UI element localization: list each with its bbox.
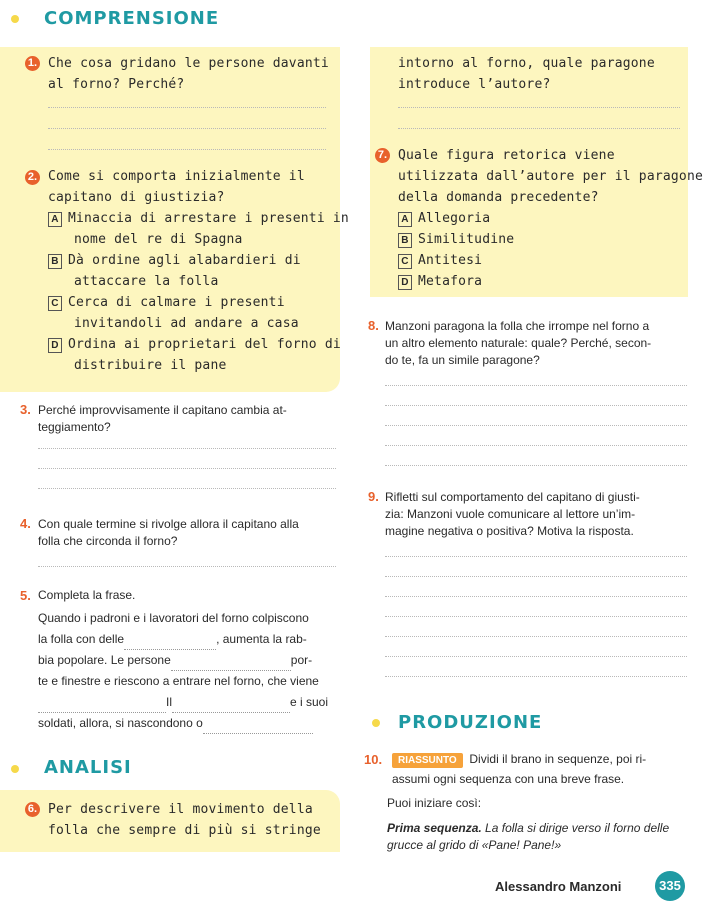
- option-letter: D: [398, 275, 412, 290]
- answer-line[interactable]: [385, 385, 687, 386]
- fill-blank[interactable]: [203, 721, 313, 734]
- question-10: RIASSUNTO Dividi il brano in sequenze, poi ri- assumi ogni sequenza con una breve frase.: [392, 752, 647, 786]
- question-7-options: [398, 208, 514, 292]
- question-1-number: 1.: [25, 56, 40, 71]
- answer-line[interactable]: [385, 576, 687, 577]
- question-9: Rifletti sul comportamento del capitano di giusti- zia: Manzoni vuole comunicare al lettore un’im- magine negativa o positiva? Motiva la risposta.: [385, 490, 640, 538]
- answer-line[interactable]: [48, 149, 326, 150]
- option-letter: B: [48, 254, 62, 269]
- answer-line[interactable]: [38, 488, 336, 489]
- question-8: Manzoni paragona la folla che irrompe nel forno a un altro elemento naturale: quale? Perché, secon- do te, fa un simile paragone?: [385, 319, 652, 367]
- page-number: 335: [655, 871, 685, 901]
- fill-blank[interactable]: [172, 700, 290, 713]
- answer-line[interactable]: [385, 465, 687, 466]
- riassunto-badge: RIASSUNTO: [392, 753, 463, 768]
- answer-line[interactable]: [38, 448, 336, 449]
- question-10-start: Puoi iniziare così:: [387, 796, 482, 810]
- option-letter: D: [48, 338, 62, 353]
- question-10-number: 10.: [364, 752, 383, 767]
- answer-line[interactable]: [385, 425, 687, 426]
- option-b[interactable]: B Similitudine: [398, 229, 514, 250]
- answer-line[interactable]: [385, 616, 687, 617]
- question-9-number: 9.: [368, 489, 379, 504]
- answer-line[interactable]: [38, 566, 336, 567]
- question-4-number: 4.: [20, 516, 31, 531]
- option-letter: A: [48, 212, 62, 227]
- question-next-1: intorno al forno, quale paragone introduce l’autore?: [398, 56, 655, 92]
- answer-line[interactable]: [38, 468, 336, 469]
- option-b[interactable]: B Dà ordine agli alabardieri di attaccare la folla: [48, 250, 349, 292]
- answer-line[interactable]: [398, 107, 680, 108]
- answer-line[interactable]: [398, 128, 680, 129]
- answer-line[interactable]: [385, 445, 687, 446]
- option-letter: A: [398, 212, 412, 227]
- option-a[interactable]: A Allegoria: [398, 208, 514, 229]
- answer-line[interactable]: [385, 656, 687, 657]
- option-letter: C: [48, 296, 62, 311]
- question-1: Che cosa gridano le persone davanti al forno? Perché?: [48, 56, 329, 92]
- question-6-number: 6.: [25, 802, 40, 817]
- question-7-number: 7.: [375, 148, 390, 163]
- answer-line[interactable]: [385, 556, 687, 557]
- section-title-comprensione: COMPRENSIONE: [44, 8, 220, 29]
- question-3-number: 3.: [20, 402, 31, 417]
- answer-line[interactable]: [385, 636, 687, 637]
- option-letter: B: [398, 233, 412, 248]
- option-letter: C: [398, 254, 412, 269]
- section-bullet-icon: [11, 765, 19, 773]
- option-a[interactable]: A Minaccia di arrestare i presenti in nome del re di Spagna: [48, 208, 349, 250]
- fill-blank[interactable]: [124, 637, 216, 650]
- answer-line[interactable]: [385, 676, 687, 677]
- section-bullet-icon: [11, 15, 19, 23]
- answer-line[interactable]: [48, 107, 326, 108]
- section-bullet-icon: [372, 719, 380, 727]
- question-3: Perché improvvisamente il capitano cambia at- teggiamento?: [38, 403, 287, 434]
- question-5-sentence: Quando i padroni e i lavoratori del forno colpiscono la folla con delle , aumenta la rab- bia popolare. Le persone por- te e finestre e riescono a entrare nel forno, che viene Il e i suoi soldati, allora, si nascondono o: [38, 608, 338, 734]
- fill-blank[interactable]: [171, 658, 291, 671]
- option-c[interactable]: C Antitesi: [398, 250, 514, 271]
- section-title-analisi: ANALISI: [44, 757, 132, 778]
- question-5-number: 5.: [20, 588, 31, 603]
- answer-line[interactable]: [385, 596, 687, 597]
- question-10-example: Prima sequenza. La folla si dirige verso il forno delle grucce al grido di «Pane! Pane!»: [387, 821, 670, 852]
- question-5-title: Completa la frase.: [38, 588, 136, 602]
- answer-line[interactable]: [48, 128, 326, 129]
- question-8-number: 8.: [368, 318, 379, 333]
- option-d[interactable]: D Ordina ai proprietari del forno di distribuire il pane: [48, 334, 349, 376]
- question-2: Come si comporta inizialmente il capitano di giustizia?: [48, 169, 305, 205]
- answer-line[interactable]: [385, 405, 687, 406]
- question-4: Con quale termine si rivolge allora il capitano alla folla che circonda il forno?: [38, 517, 299, 548]
- fill-blank[interactable]: [38, 700, 166, 713]
- question-6: Per descrivere il movimento della folla che sempre di più si stringe: [48, 802, 321, 838]
- question-2-options: [48, 208, 349, 376]
- option-d[interactable]: D Metafora: [398, 271, 514, 292]
- option-c[interactable]: C Cerca di calmare i presenti invitandoli ad andare a casa: [48, 292, 349, 334]
- section-title-produzione: PRODUZIONE: [398, 712, 543, 733]
- question-7: Quale figura retorica viene utilizzata dall’autore per il paragone della domanda precedente?: [398, 148, 704, 205]
- footer-author: Alessandro Manzoni: [495, 879, 622, 894]
- question-2-number: 2.: [25, 170, 40, 185]
